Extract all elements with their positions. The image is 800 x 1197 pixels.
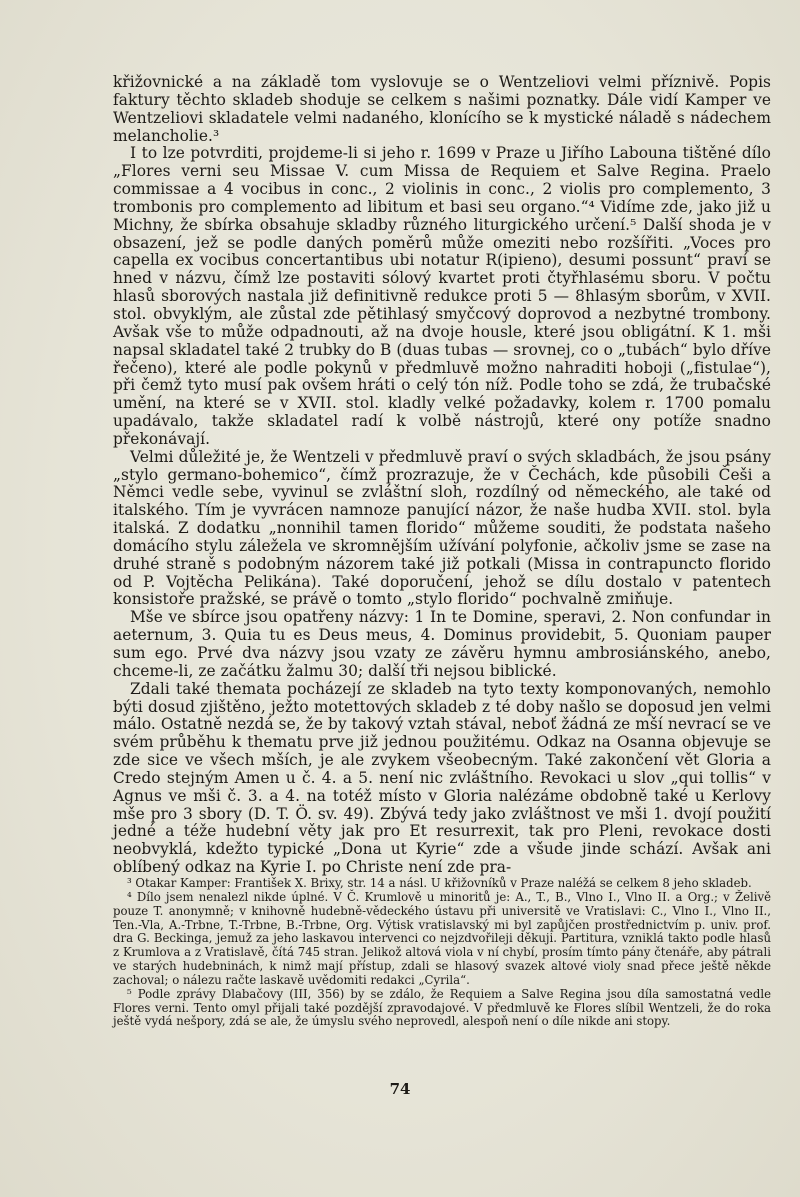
paragraph: Zdali také themata pocházejí ze skladeb na tyto texty komponovaných, nemohlo býti dosud zjištěno, ježto motettových skladeb z té doby našlo se doposud jen velmi málo. Ostatně nezdá se, že by takový vztah stával, neboť žádná ze mší nevrací se ve svém průběhu k thematu prve již jednou použitému. Odkaz na Osanna objevuje se zde sice ve všech mších, je ale zvykem všeobecným. Také zakončení vět Gloria a Credo stejným Amen u č. 4. a 5. není nic zvláštního. Revokaci u slov „qui tollis“ v Agnus ve mši č. 3. a 4. na totéž místo v Gloria nalézáme obdobně také u Kerlovy mše pro 3 sbory (D. T. Ö. sv. 49). Zbývá tedy jako zvláštnost ve mši 1. dvojí použití jedné a téže hudební věty jak pro Et resurrexit, tak pro Pleni, revokace dosti neobvyklá, kdežto typické „Dona ut Kyrie“ zde a všude jinde schází. Avšak ani oblíbený odkaz na Kyrie I. po Christe není zde pra- <box>113 679 771 877</box>
footnote: ³ Otakar Kamper: František X. Brixy, str. 14 a násl. U křižovníků v Praze naléžá se celkem 8 jeho skladeb. <box>127 876 752 890</box>
footnote: ⁵ Podle zprávy Dlabačovy (III, 356) by se zdálo, že Requiem a Salve Regina jsou díla samostatná vedle Flores verni. Tento omyl přijali také pozdější zpravodajové. V předmluvě ke Flores slíbil Wentzeli, že do roka ještě vydá nešpory, zdá se ale, že úmyslu svého neprovedl, alespoň není o díle nikde ani stopy. <box>113 986 771 1029</box>
body-text <box>113 74 771 877</box>
paragraph: Mše ve sbírce jsou opatřeny názvy: 1 In te Domine, speravi, 2. Non confundar in aeternum, 3. Quia tu es Deus meus, 4. Dominus providebit, 5. Quoniam pauper sum ego. Prvé dva názvy jsou vzaty ze závěru hymnu ambrosiánského, anebo, chceme-li, ze začátku žalmu 30; další tři nejsou biblické. <box>113 608 771 680</box>
paragraph: křižovnické a na základě tom vyslovuje se o Wentzeliovi velmi příznivě. Popis faktury těchto skladeb shoduje se celkem s našimi poznatky. Dále vidí Kamper ve Wentzeliovi skladatele velmi nadaného, klonícího se k mystické náladě s nádechem melancholie.³ <box>113 73 771 145</box>
page-number: 74 <box>389 1080 411 1098</box>
paragraph: Velmi důležité je, že Wentzeli v předmluvě praví o svých skladbách, že jsou psány „stylo germano-bohemico“, čímž prozrazuje, že v Čechách, kde působili Češi a Němci vedle sebe, vyvinul se zvláštní sloh, rozdílný od německého, ale také od italského. Tím je vyvrácen namnoze panující názor, že naše hudba XVII. stol. byla italská. Z dodatku „nonnihil tamen florido“ můžeme souditi, že podstata našeho domácího stylu záležela ve skromnějším užívání polyfonie, ačkoliv jsme se zase na druhé straně s podobným názorem také již potkali (Missa in contrapuncto florido od P. Vojtěcha Pelikána). Také doporučení, jehož se dílu dostalo v patentech konsistoře pražské, se právě o tomto „stylo florido“ pochvalně zmiňuje. <box>113 447 771 609</box>
footnote: ⁴ Dílo jsem nenalezl nikde úplné. V Č. Krumlově u minoritů je: A., T., B., Vlno I., Vlno II. a Org.; v Želivě pouze T. anonymně; v knihovně hudebně-vědeckého ústavu při universitě ve Vratislavi: C., Vlno I., Vlno II., Ten.-Vla, A.-Trbne, T.-Trbne, B.-Trbne, Org. Výtisk vratislavský mi byl zapůjčen prostřednictvím p. univ. prof. dra G. Beckinga, jemuž za jeho laskavou intervenci co nejzdvořileji děkuji. Partitura, vzniklá takto podle hlasů z Krumlova a z Vratislavě, čítá 745 stran. Jelikož altová viola v ní chybí, prosím tímto pány čtenáře, aby pátrali ve starých hudebninách, k nimž mají přístup, zdali se hlasový svazek altové violy snad přece ještě někde zachoval; o nálezu račte laskavě uvědomiti redakci „Cyrila“. <box>113 889 771 987</box>
paragraph: I to lze potvrditi, projdeme-li si jeho r. 1699 v Praze u Jiřího Labouna tištěné dílo „Flores verni seu Missae V. cum Missa de Requiem et Salve Regina. Praelo commissae a 4 vocibus in conc., 2 violinis in conc., 2 violis pro complemento, 3 trombonis pro complemento ad libitum et basi seu organo.“⁴ Vidíme zde, jako již u Michny, že sbírka obsahuje skladby různého liturgického určení.⁵ Další shoda je v obsazení, jež se podle daných poměrů může omeziti nebo rozšířiti. „Voces pro capella ex vocibus concertantibus ubi notatur R(ipieno), desumi possunt“ praví se hned v názvu, čímž lze postaviti sólový kvartet proti čtyřhlasému sboru. V počtu hlasů sborových nastala již definitivně redukce proti 5 — 8hlasým sborům, v XVII. stol. obvyklým, ale zůstal zde pětihlasý smyčcový doprovod a nezbytné trombony. Avšak vše to může odpadnouti, až na dvoje housle, které jsou obligátní. K 1. mši napsal skladatel také 2 trubky do B (duas tubas — srovnej, co o „tubách“ bylo dříve řečeno), které ale podle pokynů v předmluvě možno nahraditi hoboji („fistulae“), při čemž tyto musí pak ovšem hráti o celý tón níž. Podle toho se zdá, že trubačské umění, na které se v XVII. stol. kladly velké požadavky, kolem r. 1700 pomalu upadávalo, takže skladatel radí k volbě nástrojů, které ony potíže snadno překonávají. <box>113 144 771 448</box>
footnotes <box>113 877 771 1029</box>
